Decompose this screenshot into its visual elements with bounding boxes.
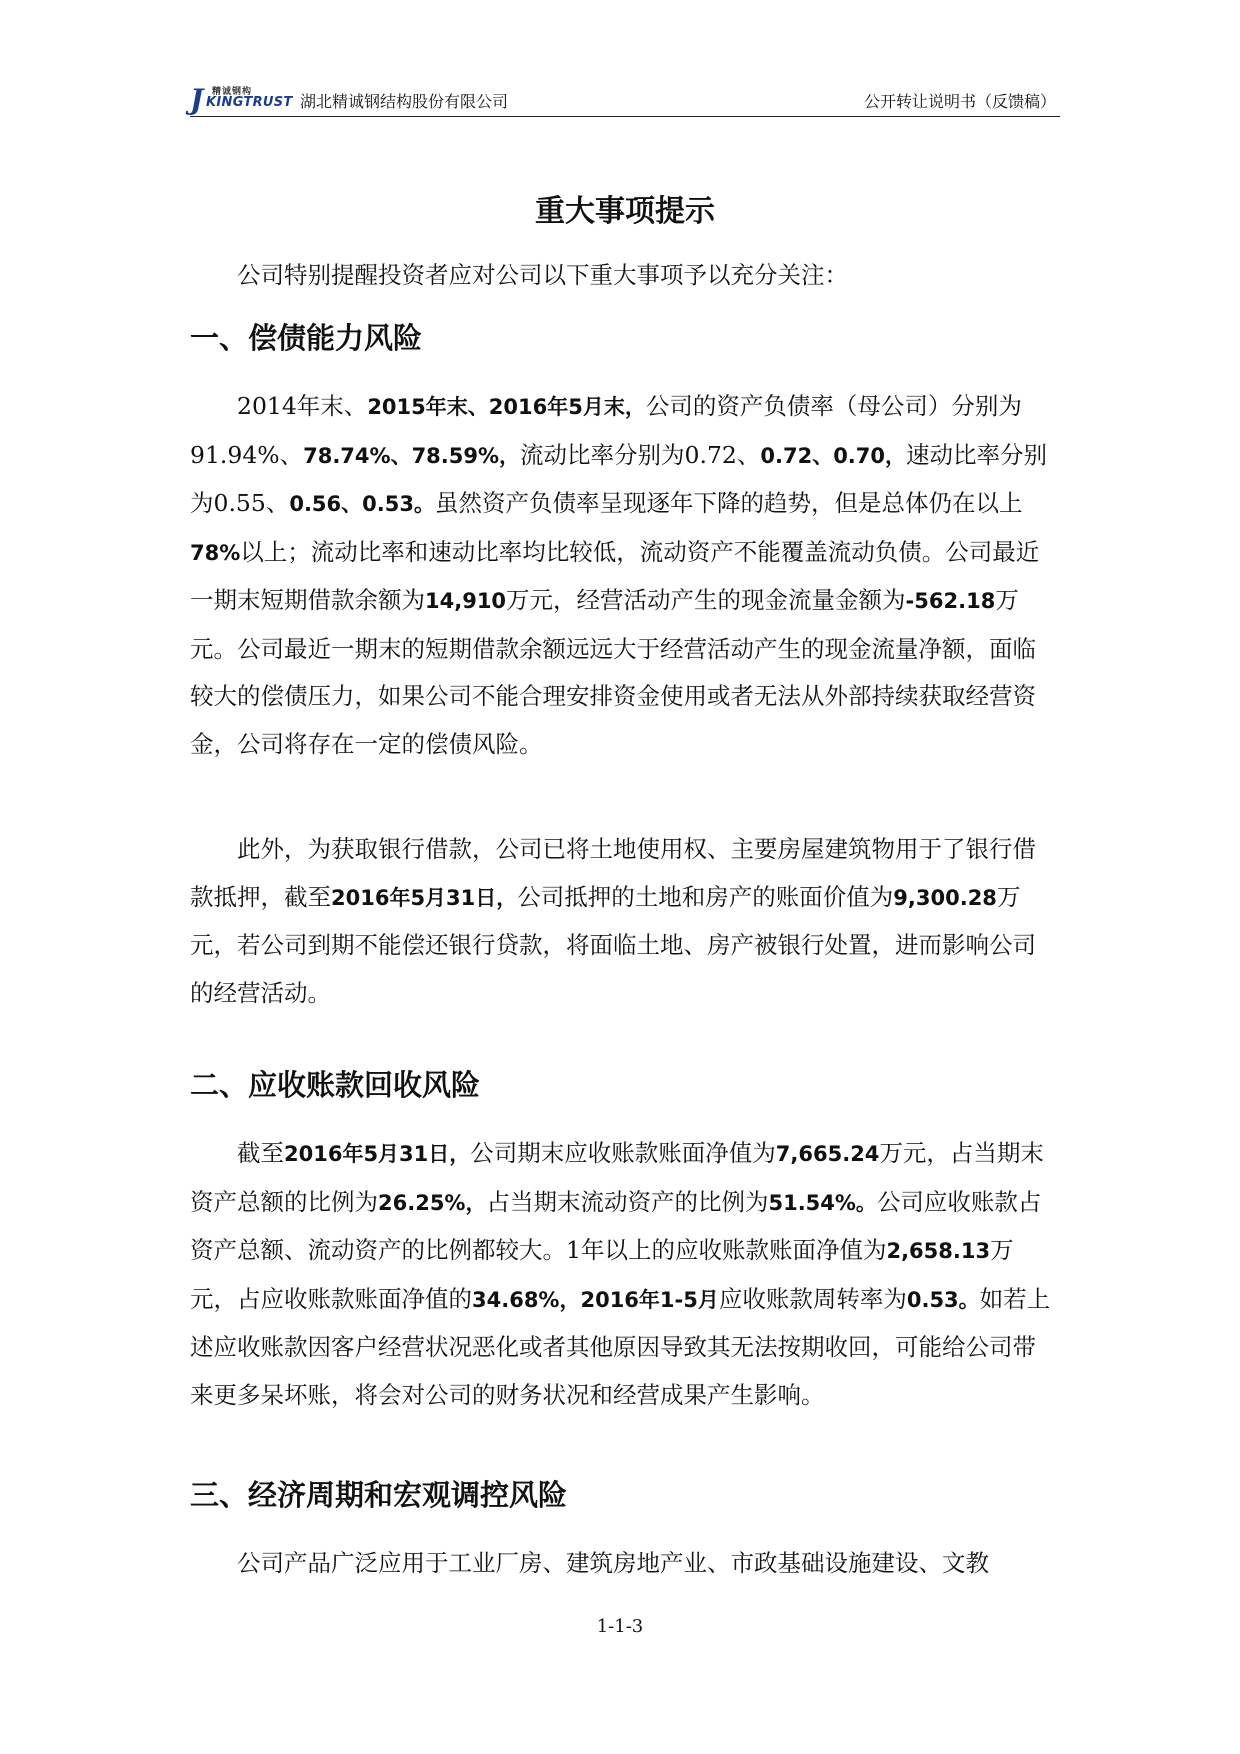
text-run: 公司应收账款占资产总额、流动资产的比例都较大。1年以上的应收账款账面净值为 — [190, 1187, 1042, 1264]
text-run: 公司期末应收账款账面净值为 — [470, 1139, 776, 1167]
text-run: 公司抵押的土地和房产的账面价值为 — [517, 882, 894, 911]
bold-run: 51.54%。 — [768, 1190, 877, 1215]
section-1-heading: 一、偿债能力风险 — [190, 321, 423, 355]
bold-run: -562.18 — [905, 589, 996, 613]
text-run: 占当期末流动资产的比例为 — [486, 1187, 769, 1216]
page-number: 1-1-3 — [596, 1616, 644, 1637]
section-1-paragraph-1 — [190, 383, 1058, 768]
text-run: 如若上述应收账款因客户经营状况恶化或者其他原因导致其无法按期收回，可能给公司带来更多呆坏账，将会对公司的财务状况和经营成果产生影响。 — [190, 1284, 1051, 1409]
bold-run: 78% — [190, 540, 241, 565]
bold-run: 0.72、0.70， — [760, 443, 907, 468]
section-3-heading: 三、经济周期和宏观调控风险 — [190, 1478, 568, 1512]
text-run: 公司的资产负债率（母公司）分别为91.94%、 — [190, 392, 1022, 469]
bold-run: 14,910 — [425, 589, 507, 613]
intro-paragraph: 公司特别提醒投资者应对公司以下重大事项予以充分关注： — [237, 261, 848, 289]
text-run: 截至 — [237, 1139, 284, 1167]
text-run: 虽然资产负债率呈现逐年下降的趋势，但是总体仍在以上 — [434, 489, 1023, 517]
bold-run: 0.56、0.53。 — [289, 492, 435, 516]
text-run: 2014年末、 — [237, 392, 368, 420]
bold-run: 9,300.28 — [893, 885, 997, 910]
bold-run: 34.68%，2016年1-5月 — [472, 1287, 719, 1312]
text-run: 应收账款周转率为 — [718, 1284, 907, 1313]
text-run: 万元，若公司到期不能偿还银行贷款，将面临土地、房产被银行处置，进而影响公司的经营活动。 — [190, 882, 1036, 1007]
bold-run: 26.25%， — [378, 1190, 487, 1215]
company-logo — [190, 84, 300, 114]
text-run: 以上；流动比率和速动比率均比较低，流动资产不能覆盖流动负债。公司最近一期末短期借款余额为 — [190, 537, 1040, 614]
bold-run: 7,665.24 — [775, 1142, 880, 1166]
text-run: 万元，经营活动产生的现金流量金额为 — [506, 586, 906, 614]
text-run: 此外，为获取银行借款，公司已将土地使用权、主要房屋建筑物用于了银行借款抵押，截至 — [190, 835, 1036, 911]
bold-run: 2016年5月31日， — [331, 885, 518, 910]
bold-run: 78.74%、78.59%， — [303, 443, 521, 468]
section-1-paragraph-2 — [190, 826, 1058, 1017]
text-run: 万元，占应收账款账面净值的 — [190, 1236, 1014, 1313]
logo-letter-j: J — [190, 83, 204, 116]
text-run: 速动比率分别为0.55、 — [190, 440, 1048, 517]
header-company-name: 湖北精诚钢结构股份有限公司 — [300, 92, 509, 111]
bold-run: 2,658.13 — [886, 1239, 991, 1263]
section-3-paragraph-1: 公司产品广泛应用于工业厂房、建筑房地产业、市政基础设施建设、文教 — [237, 1549, 989, 1577]
bold-run: 2015年末、2016年5月末， — [367, 395, 646, 419]
logo-chinese-text: 精诚钢构 — [212, 87, 253, 97]
text-run: 万元，占当期末资产总额的比例为 — [190, 1139, 1044, 1216]
page-title: 重大事项提示 — [535, 194, 715, 229]
header-document-title: 公开转让说明书（反馈稿） — [863, 92, 1056, 111]
text-run: 流动比率分别为0.72、 — [520, 440, 761, 469]
section-2-heading: 二、应收账款回收风险 — [190, 1068, 481, 1102]
page-header — [190, 84, 1060, 117]
section-2-paragraph-1 — [190, 1130, 1058, 1419]
logo-english-text: KINGTRUST — [206, 95, 293, 110]
bold-run: 0.53。 — [906, 1287, 980, 1312]
bold-run: 2016年5月31日， — [284, 1142, 471, 1166]
text-run: 万元。公司最近一期末的短期借款余额远远大于经营活动产生的现金流量净额，面临较大的偿债压力，如果公司不能合理安排资金使用或者无法从外部持续获取经营资金，公司将存在一定的偿债风险。 — [190, 586, 1036, 758]
